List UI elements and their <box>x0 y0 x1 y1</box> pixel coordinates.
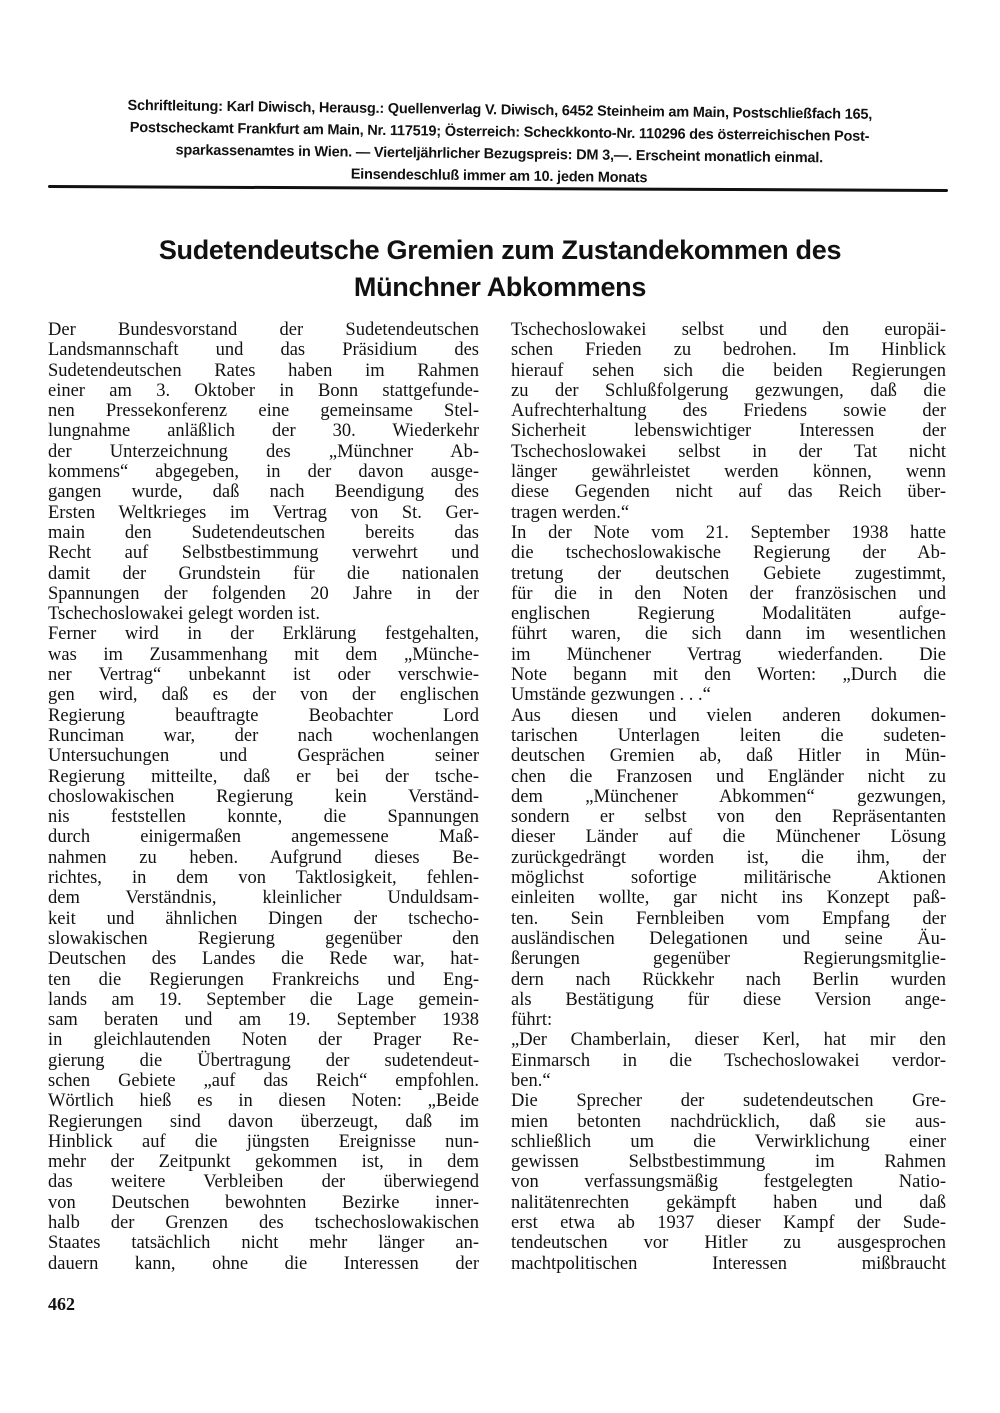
text-line: einer am 3. Oktober in Bonn stattgefunde- <box>48 380 479 401</box>
text-line: möglichst sofortige militärische Aktionen <box>511 868 946 889</box>
text-line: lungnahme anläßlich der 30. Wiederkehr <box>48 421 479 442</box>
article-title <box>0 232 1000 306</box>
text-line: Umstände gezwungen . . .“ <box>511 685 711 706</box>
text-line: choslowakischen Regierung kein Verständ- <box>48 786 479 807</box>
text-line: chen die Franzosen und Engländer nicht zu <box>511 766 946 787</box>
text-line: führt waren, die sich dann im wesentlichen <box>511 624 946 645</box>
text-line: von Deutschen bewohnten Bezirke inner- <box>48 1192 479 1213</box>
text-line: Aus diesen und vielen anderen dokumen- <box>511 705 946 726</box>
text-line: einleiten wollte, gar nicht ins Konzept paß- <box>511 888 946 909</box>
text-line: tragen werden.“ <box>511 502 630 523</box>
text-line: länger gewährleistet werden können, wenn <box>511 462 946 483</box>
text-line: machtpolitischen Interessen mißbraucht <box>511 1253 946 1274</box>
text-line: ßerungen gegenüber Regierungsmitglie- <box>511 949 946 970</box>
text-line: erst etwa ab 1937 dieser Kampf der Sude- <box>511 1213 946 1234</box>
text-line: die tschechoslowakische Regierung der Ab- <box>511 543 946 564</box>
page-number: 462 <box>48 1294 75 1314</box>
text-line: richtes, in dem von Taktlosigkeit, fehlen- <box>48 868 479 889</box>
text-line: In der Note vom 21. September 1938 hatte <box>511 522 946 543</box>
text-line: was im Zusammenhang mit dem „Münche- <box>48 644 479 665</box>
text-line: tendeutschen vor Hitler zu ausgesprochen <box>511 1233 946 1254</box>
text-line: Deutschen des Landes die Rede war, hat- <box>48 949 479 970</box>
text-line: mien betonten nachdrücklich, daß sie aus- <box>511 1111 946 1132</box>
text-line: dauern kann, ohne die Interessen der <box>48 1253 479 1274</box>
text-line: „Der Chamberlain, dieser Kerl, hat mir den <box>511 1030 946 1051</box>
text-column-right <box>511 320 946 1274</box>
masthead-line: Schriftleitung: Karl Diwisch, Herausg.: Quellenverlag V. Diwisch, 6452 Steinheim am Main, Postschließfach 165, <box>127 97 873 123</box>
text-line: ner Vertrag“ unbekannt ist oder verschwie- <box>48 665 479 686</box>
paragraph <box>511 1091 946 1274</box>
text-line: sondern er selbst von den Repräsentanten <box>511 807 946 828</box>
text-line: zu der Schlußfolgerung gezwungen, daß die <box>511 380 946 401</box>
text-line: Sudetendeutschen Rates haben im Rahmen <box>48 360 479 381</box>
masthead-line: Postscheckamt Frankfurt am Main, Nr. 117519; Österreich: Scheckkonto-Nr. 110296 des österreichischen Post- <box>129 119 870 145</box>
text-line: durch einigermaßen angemessene Maß- <box>48 827 479 848</box>
text-line: Tschechoslowakei gelegt worden ist. <box>48 604 321 625</box>
text-line: im Münchener Vertrag wiederfanden. Die <box>511 644 946 665</box>
text-line: gen wird, daß es der von der englischen <box>48 685 479 706</box>
text-line: Hinblick auf die jüngsten Ereignisse nun- <box>48 1131 479 1152</box>
text-line: Ferner wird in der Erklärung festgehalten, <box>48 624 479 645</box>
text-line: schen Gebiete „auf das Reich“ empfohlen. <box>48 1070 479 1091</box>
paragraph <box>511 1030 946 1091</box>
text-line: Einmarsch in die Tschechoslowakei verdor- <box>511 1050 946 1071</box>
paragraph <box>511 320 946 523</box>
text-line: Tschechoslowakei selbst und den europäi- <box>511 320 946 340</box>
text-line: ausländischen Delegationen und seine Äu- <box>511 928 946 949</box>
text-line: gangen wurde, daß nach Beendigung des <box>48 482 479 503</box>
paragraph <box>511 706 946 1031</box>
text-line: hierauf sehen sich die beiden Regierungen <box>511 360 946 381</box>
text-line: zurückgedrängt worden ist, die ihm, der <box>511 847 946 868</box>
text-line: schen Frieden zu bedrohen. Im Hinblick <box>511 340 946 361</box>
text-line: als Bestätigung für diese Version ange- <box>511 989 946 1010</box>
text-line: von verfassungsmäßig festgelegten Natio- <box>511 1172 946 1193</box>
paragraph <box>48 320 479 624</box>
text-line: der Unterzeichnung des „Münchner Ab- <box>48 441 479 462</box>
text-line: ten. Sein Fernbleiben vom Empfang der <box>511 908 946 929</box>
paragraph <box>48 624 479 1274</box>
text-line: gewissen Selbstbestimmung im Rahmen <box>511 1152 946 1173</box>
text-line: Ersten Weltkrieges im Vertrag von St. Ger- <box>48 502 479 523</box>
text-line: diese Gegenden nicht auf das Reich über- <box>511 482 946 503</box>
text-line: keit und ähnlichen Dingen der tschecho- <box>48 908 479 929</box>
text-line: slowakischen Regierung gegenüber den <box>48 928 479 949</box>
text-line: kommens“ abgegeben, in der davon ausge- <box>48 462 479 483</box>
text-line: gierung die Übertragung der sudetendeut- <box>48 1050 479 1071</box>
text-line: Wörtlich hieß es in diesen Noten: „Beide <box>48 1091 479 1112</box>
text-line: Regierung beauftragte Beobachter Lord <box>48 705 479 726</box>
masthead-imprint <box>59 94 940 193</box>
text-line: Aufrechterhaltung des Friedens sowie der <box>511 401 946 422</box>
text-line: nalitätenrechten gekämpft haben und daß <box>511 1192 946 1213</box>
masthead-line: Einsendeschluß immer am 10. jeden Monats <box>350 166 648 187</box>
text-line: tarischen Unterlagen leiten die sudeten- <box>511 725 946 746</box>
text-line: nen Pressekonferenz eine gemeinsame Stel- <box>48 401 479 422</box>
text-line: nahmen zu heben. Aufgrund dieses Be- <box>48 847 479 868</box>
text-line: dern nach Rückkehr nach Berlin wurden <box>511 969 946 990</box>
text-line: dem Verständnis, kleinlicher Unduldsam- <box>48 888 479 909</box>
article-title-line-2: Münchner Abkommens <box>353 272 647 302</box>
text-line: Regierung mitteilte, daß er bei der tsche- <box>48 766 479 787</box>
text-line: Tschechoslowakei selbst in der Tat nicht <box>511 441 946 462</box>
text-line: für die in den Noten der französischen und <box>511 583 946 604</box>
text-line: Untersuchungen und Gesprächen seiner <box>48 746 479 767</box>
text-line: Recht auf Selbstbestimmung verwehrt und <box>48 543 479 564</box>
text-line: lands am 19. September die Lage gemein- <box>48 989 479 1010</box>
article-title-line-1: Sudetendeutsche Gremien zum Zustandekommen des <box>158 235 842 265</box>
text-line: tretung der deutschen Gebiete zugestimmt, <box>511 563 946 584</box>
text-line: sam beraten und am 19. September 1938 <box>48 1010 479 1031</box>
text-line: Regierungen sind davon überzeugt, daß im <box>48 1111 479 1132</box>
text-line: Note begann mit den Worten: „Durch die <box>511 665 946 686</box>
text-line: in gleichlautenden Noten der Prager Re- <box>48 1030 479 1051</box>
text-line: Sicherheit lebenswichtiger Interessen der <box>511 421 946 442</box>
text-line: dieser Länder auf die Münchener Lösung <box>511 827 946 848</box>
text-line: deutschen Gremien ab, daß Hitler in Mün- <box>511 746 946 767</box>
text-line: main den Sudetendeutschen bereits das <box>48 522 479 543</box>
text-line: englischen Regierung Modalitäten aufge- <box>511 604 946 625</box>
text-line: Landsmannschaft und das Präsidium des <box>48 340 479 361</box>
text-line: schließlich um die Verwirklichung einer <box>511 1131 946 1152</box>
text-line: halb der Grenzen des tschechoslowakischen <box>48 1213 479 1234</box>
text-line: Runciman war, der nach wochenlangen <box>48 725 479 746</box>
text-line: Staates tatsächlich nicht mehr länger an- <box>48 1233 479 1254</box>
text-line: Der Bundesvorstand der Sudetendeutschen <box>48 320 479 340</box>
masthead-line: sparkassenamtes in Wien. — Vierteljährlicher Bezugspreis: DM 3,—. Erscheint monatlich einmal. <box>175 142 824 167</box>
text-line: dem „Münchener Abkommen“ gezwungen, <box>511 786 946 807</box>
text-line: damit der Grundstein für die nationalen <box>48 563 479 584</box>
text-line: Die Sprecher der sudetendeutschen Gre- <box>511 1091 946 1112</box>
text-line: nis feststellen konnte, die Spannungen <box>48 807 479 828</box>
text-line: mehr der Zeitpunkt gekommen ist, in dem <box>48 1152 479 1173</box>
text-line: ten die Regierungen Frankreichs und Eng- <box>48 969 479 990</box>
text-line: ben.“ <box>511 1070 551 1091</box>
paragraph <box>511 523 946 706</box>
text-column-left <box>48 320 479 1274</box>
text-line: Spannungen der folgenden 20 Jahre in der <box>48 583 479 604</box>
text-line: das weitere Verbleiben der überwiegend <box>48 1172 479 1193</box>
text-line: führt: <box>511 1010 553 1031</box>
